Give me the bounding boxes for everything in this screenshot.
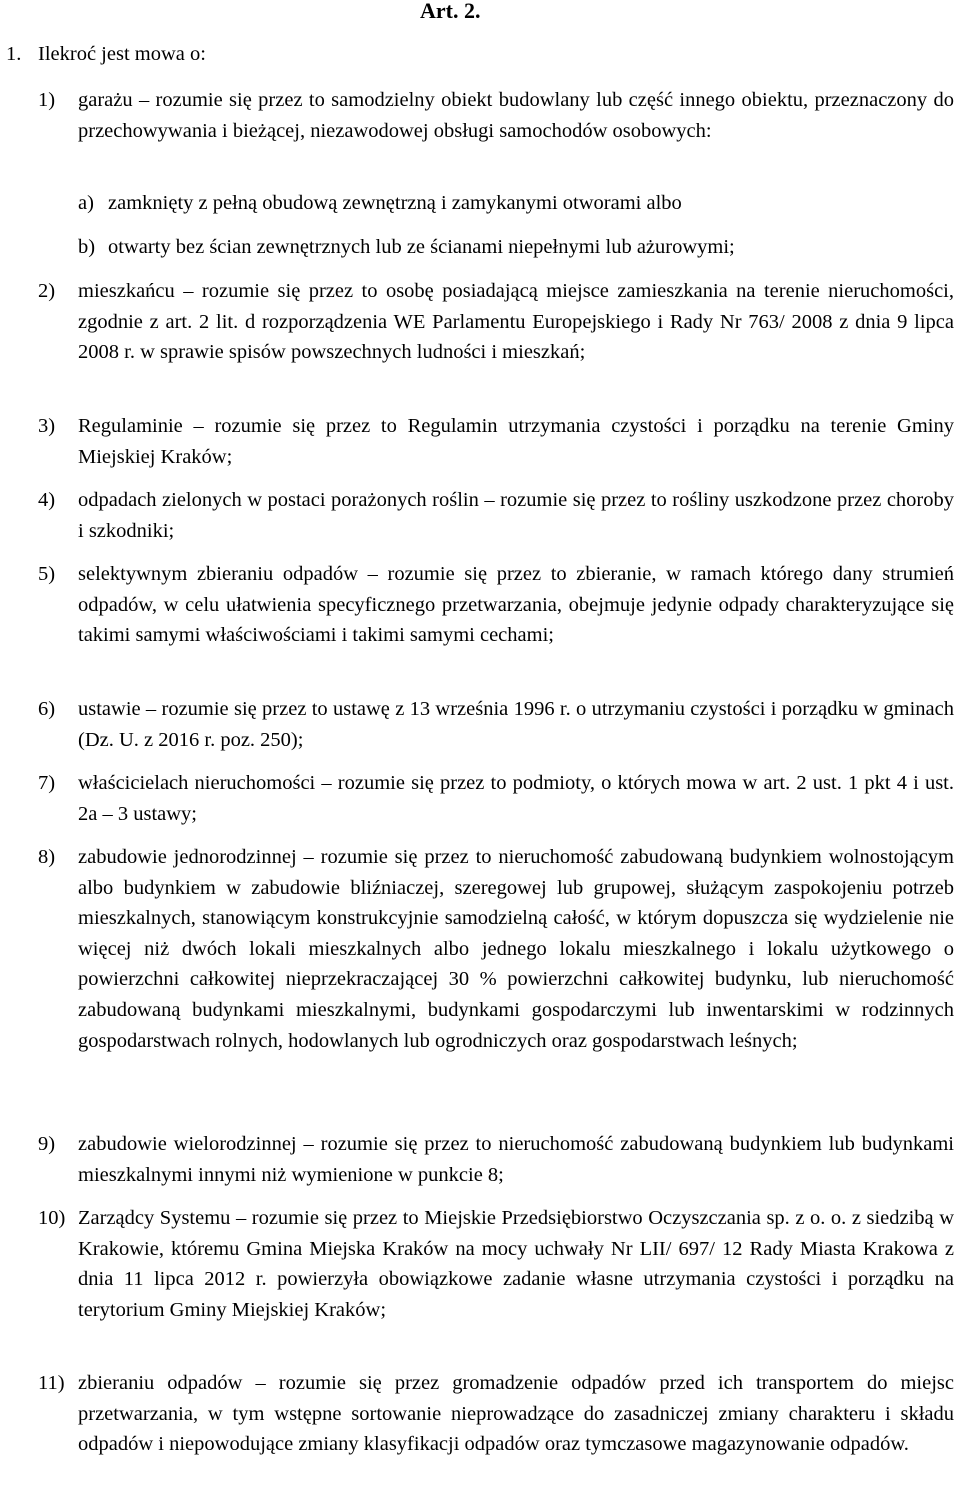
definition-item-3 (38, 411, 954, 472)
definition-number: 9) (38, 1133, 56, 1155)
definition-item-10 (38, 1203, 954, 1325)
subitem-letter: a) (78, 192, 94, 214)
definition-item-6 (38, 694, 954, 755)
definition-text: Zarządcy Systemu – rozumie się przez to Miejskie Przedsiębiorstwo Oczyszczania sp. z o. o. z siedzibą w Krakowie, któremu Gmina Miejska Kraków na mocy uchwały Nr LII/ 697/ 12 Rady Miasta Krakowa z dnia 11 lipca 2012 r. powierzyła obowiązkowe zadanie własne utrzymania czystości i porządku na terytorium Gminy Miejskiej Kraków; (78, 1207, 954, 1321)
definition-item-9 (38, 1129, 954, 1190)
definition-number: 4) (38, 489, 56, 511)
definition-item-2 (38, 276, 954, 368)
definition-number: 2) (38, 280, 56, 302)
section-number: 1. (6, 43, 22, 65)
definition-number: 8) (38, 846, 56, 868)
definition-item-5 (38, 559, 954, 651)
definition-number: 1) (38, 89, 56, 111)
article-title: Art. 2. (420, 0, 481, 23)
definition-number: 3) (38, 415, 56, 437)
definition-text: selektywnym zbieraniu odpadów – rozumie się przez to zbieranie, w ramach którego dany strumień odpadów, w celu ułatwienia specyficznego przetwarzania, obejmuje jedynie odpady charakteryzujące się takimi samymi właściwościami i takimi samymi cechami; (78, 563, 954, 647)
definition-number: 6) (38, 698, 56, 720)
definition-item-4 (38, 485, 954, 546)
definition-number: 5) (38, 563, 56, 585)
definition-text: zabudowie jednorodzinnej – rozumie się przez to nieruchomość zabudowaną budynkiem wolnostojącym albo budynkiem w zabudowie bliźniaczej, szeregowej lub grupowej, służącym zaspokojeniu potrzeb mieszkalnych, stanowiącym konstrukcyjnie samodzielną całość, w którym dopuszcza się wydzielenie nie więcej niż dwóch lokali mieszkalnych albo jednego lokalu mieszkalnego i lokalu użytkowego o powierzchni całkowitej nieprzekraczającej 30 % powierzchni całkowitej budynku, lub nieruchomość zabudowaną budynkami mieszkalnymi, budynkami gospodarczymi lub inwentarskimi w rodzinnych gospodarstwach rolnych, hodowlanych lub ogrodniczych oraz gospodarstwach leśnych; (78, 846, 954, 1052)
definition-text: właścicielach nieruchomości – rozumie się przez to podmioty, o których mowa w art. 2 ust. 1 pkt 4 i ust. 2a – 3 ustawy; (78, 772, 954, 825)
definition-text: zabudowie wielorodzinnej – rozumie się przez to nieruchomość zabudowaną budynkiem lub budynkami mieszkalnymi innymi niż wymienione w punkcie 8; (78, 1133, 954, 1186)
definition-item-1 (38, 85, 954, 146)
definition-text: garażu – rozumie się przez to samodzielny obiekt budowlany lub część innego obiektu, przeznaczony do przechowywania i bieżącej, niezawodowej obsługi samochodów osobowych: (78, 89, 954, 142)
definition-number: 7) (38, 772, 56, 794)
definition-item-7 (38, 768, 954, 829)
definition-text: mieszkańcu – rozumie się przez to osobę posiadającą miejsce zamieszkania na terenie nieruchomości, zgodnie z art. 2 lit. d rozporządzenia WE Parlamentu Europejskiego i Rady Nr 763/ 2008 z dnia 9 lipca 2008 r. w sprawie spisów powszechnych ludności i mieszkań; (78, 280, 954, 364)
definition-text: zbieraniu odpadów – rozumie się przez gromadzenie odpadów przed ich transportem do miejsc przetwarzania, w tym wstępne sortowanie nieprowadzące do zasadniczej zmiany charakteru i składu odpadów i niepowodujące zmiany klasyfikacji odpadów oraz tymczasowe magazynowanie odpadów. (78, 1372, 954, 1456)
definition-number: 11) (38, 1372, 65, 1394)
definition-item-11 (38, 1368, 954, 1460)
section-intro-text: Ilekroć jest mowa o: (38, 43, 206, 65)
definition-subitem-a (78, 188, 954, 219)
definition-number: 10) (38, 1207, 66, 1229)
definition-item-8 (38, 842, 954, 1056)
definition-text: odpadach zielonych w postaci porażonych roślin – rozumie się przez to rośliny uszkodzone przez choroby i szkodniki; (78, 489, 954, 542)
subitem-letter: b) (78, 236, 96, 258)
definition-text: Regulaminie – rozumie się przez to Regulamin utrzymania czystości i porządku na terenie Gminy Miejskiej Kraków; (78, 415, 954, 468)
definition-text: ustawie – rozumie się przez to ustawę z 13 września 1996 r. o utrzymaniu czystości i porządku w gminach (Dz. U. z 2016 r. poz. 250); (78, 698, 954, 751)
subitem-text: otwarty bez ścian zewnętrznych lub ze ścianami niepełnymi lub ażurowymi; (108, 236, 735, 258)
subitem-text: zamknięty z pełną obudową zewnętrzną i zamykanymi otworami albo (108, 192, 682, 214)
definition-subitem-b (78, 232, 954, 263)
